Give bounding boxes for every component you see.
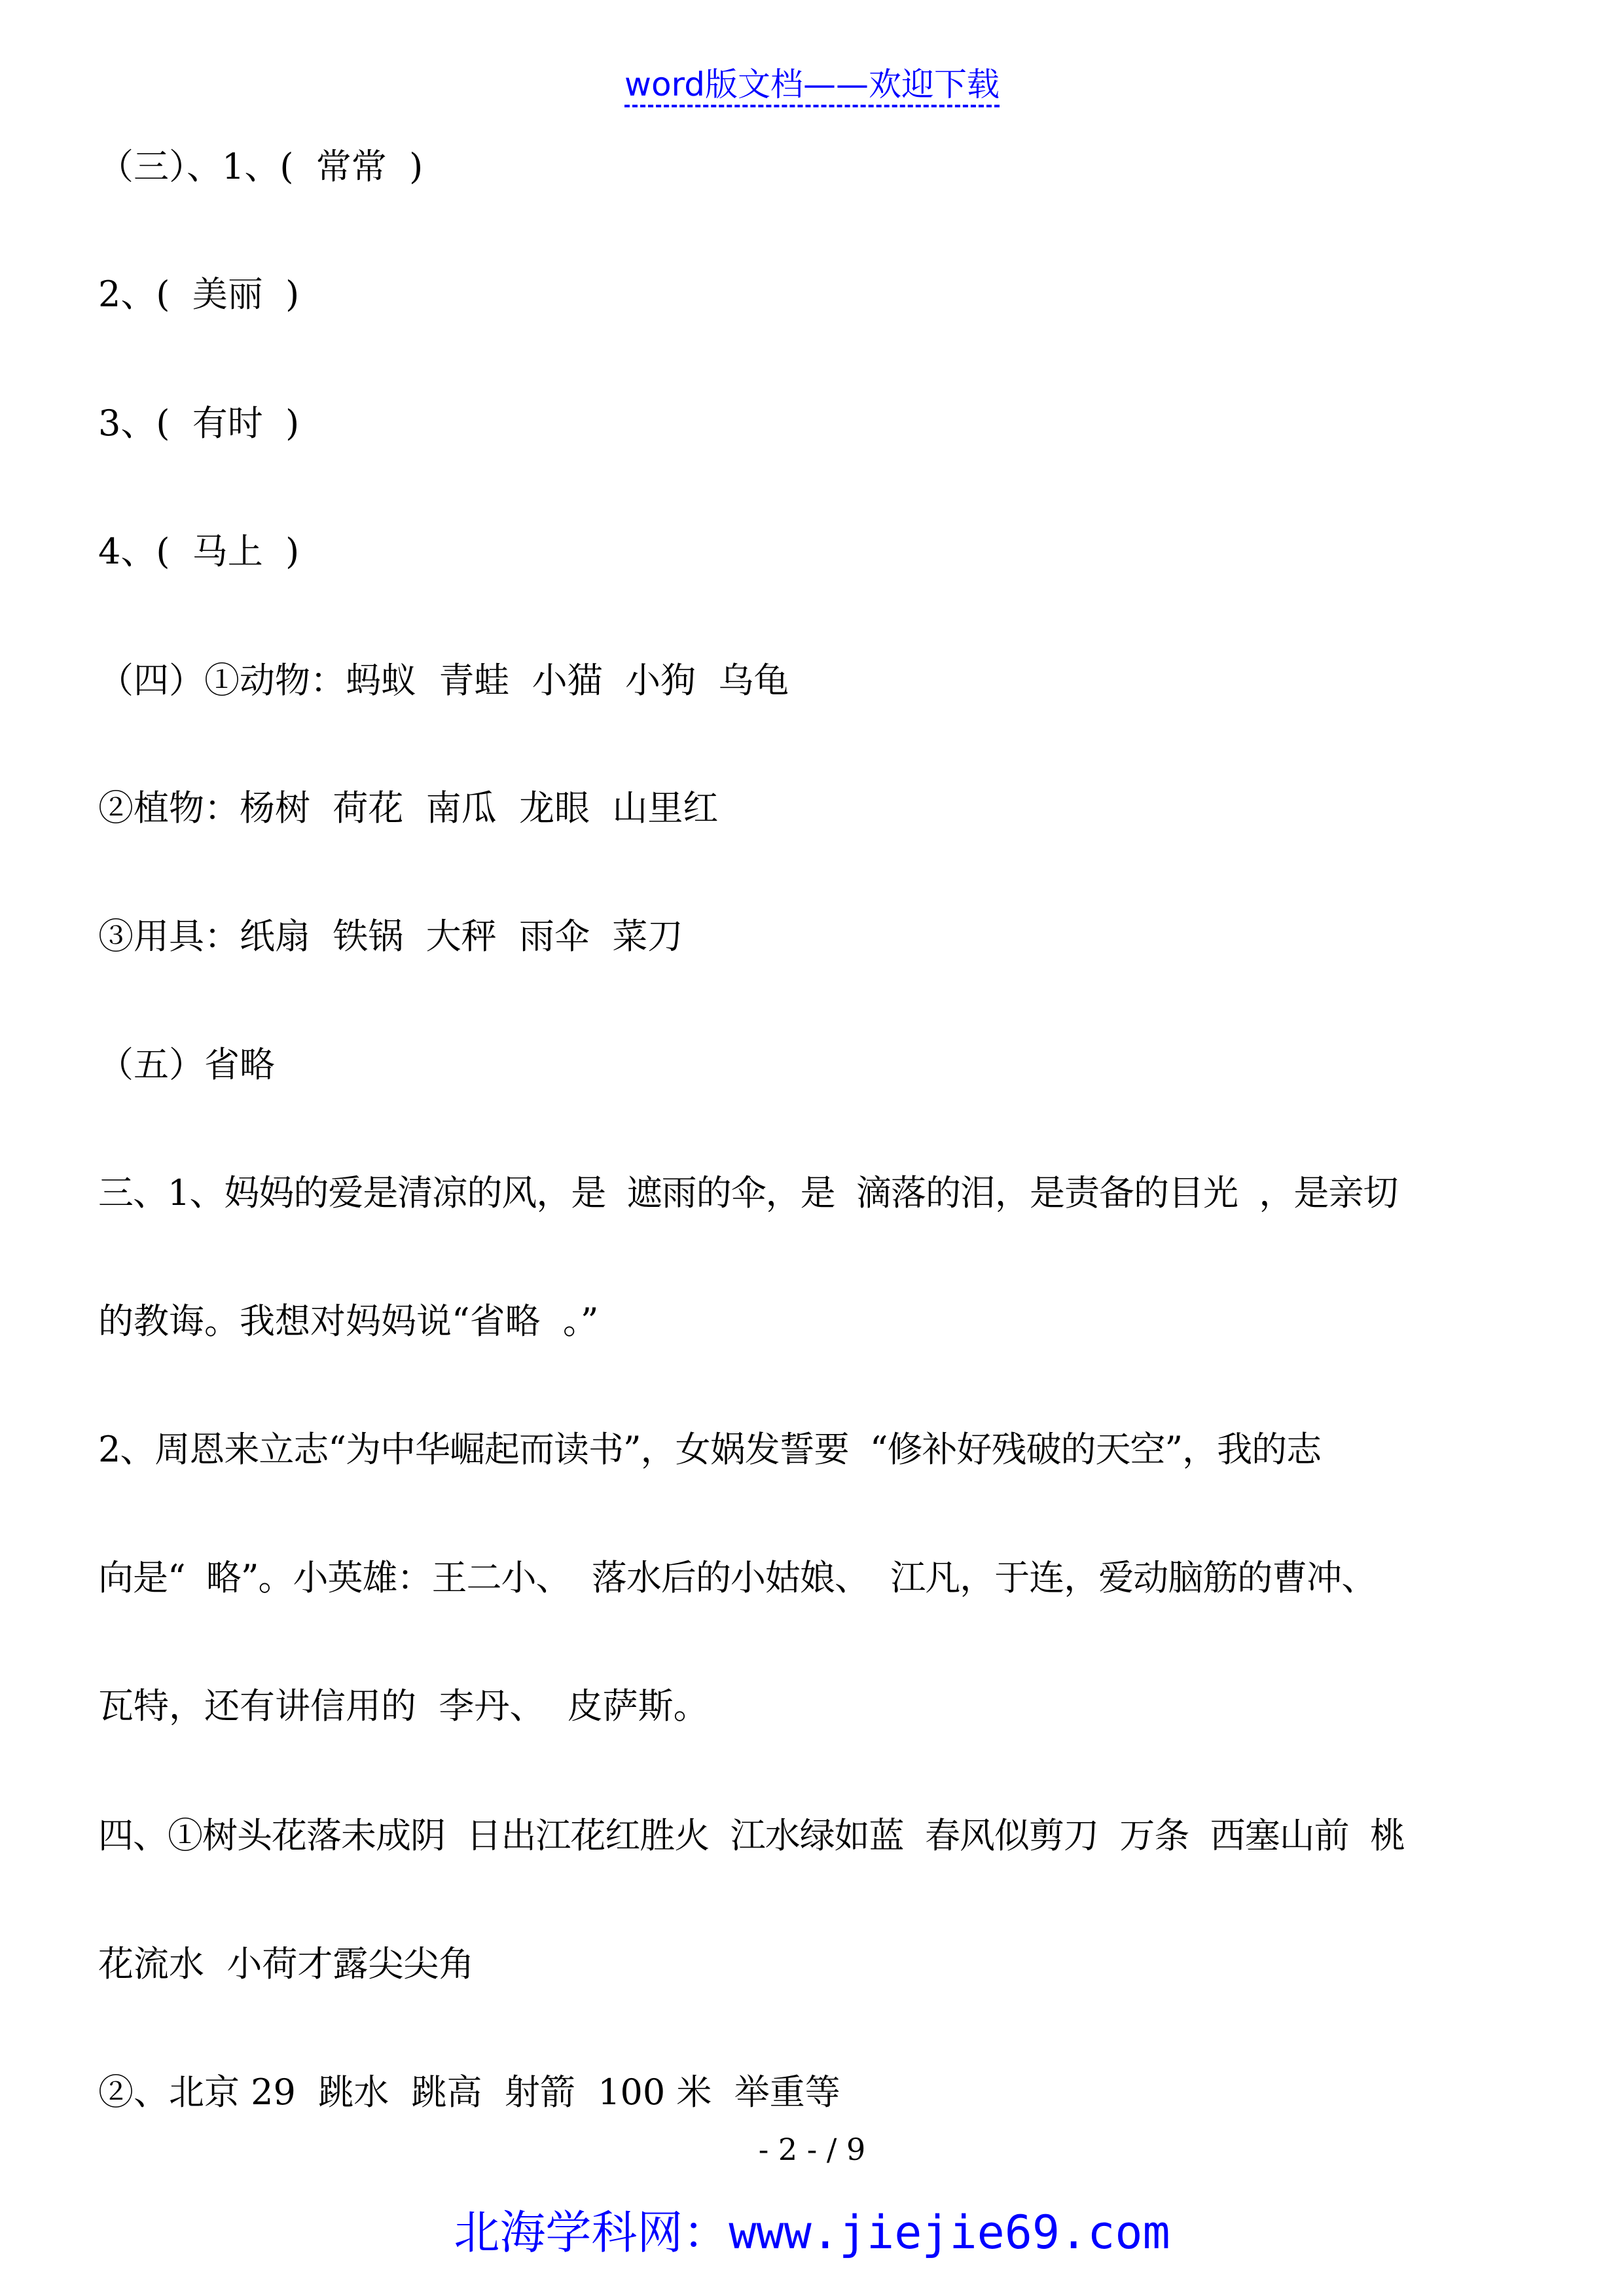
answer-line: （五）省略 bbox=[98, 1044, 275, 1085]
site-label: 北海学科网： bbox=[454, 2206, 729, 2259]
answer-line: ②、北京 29 跳水 跳高 射箭 100 米 举重等 bbox=[98, 2072, 840, 2113]
answer-line: 3、( 有时 ) bbox=[98, 403, 300, 444]
site-url: www.jiejie69.com bbox=[729, 2206, 1170, 2259]
answer-line: 三、1、妈妈的爱是清凉的风，是 遮雨的伞，是 滴落的泪，是责备的目光 ，是亲切 bbox=[98, 1172, 1398, 1213]
answer-line: 向是“ 略”。小英雄：王二小、 落水后的小姑娘、 江凡，于连，爱动脑筋的曹冲、 bbox=[98, 1557, 1377, 1598]
answer-line: （四）①动物：蚂蚁 青蛙 小猫 小狗 乌龟 bbox=[98, 660, 789, 701]
answer-line: ③用具：纸扇 铁锅 大秤 雨伞 菜刀 bbox=[98, 916, 683, 957]
answer-line: 花流水 小荷才露尖尖角 bbox=[98, 1943, 475, 1984]
page-number: - 2 - / 9 bbox=[758, 2132, 866, 2167]
answer-line: 四、①树头花落未成阴 日出江花红胜火 江水绿如蓝 春风似剪刀 万条 西塞山前 桃 bbox=[98, 1815, 1405, 1856]
page-header bbox=[0, 63, 1624, 106]
answer-line: 瓦特，还有讲信用的 李丹、 皮萨斯。 bbox=[98, 1685, 709, 1727]
site-footer bbox=[0, 2203, 1624, 2262]
answer-line: （三）、1、( 常常 ) bbox=[98, 146, 424, 187]
header-title: word版文档——欢迎下载 bbox=[624, 65, 1000, 107]
answer-line: 的教诲。我想对妈妈说“省略 。” bbox=[98, 1300, 599, 1342]
answer-line: 2、周恩来立志“为中华崛起而读书”，女娲发誓要 “修补好残破的天空”，我的志 bbox=[98, 1429, 1322, 1470]
answer-line: ②植物：杨树 荷花 南瓜 龙眼 山里红 bbox=[98, 787, 719, 829]
answer-line: 2、( 美丽 ) bbox=[98, 274, 300, 315]
answer-line: 4、( 马上 ) bbox=[98, 531, 300, 572]
